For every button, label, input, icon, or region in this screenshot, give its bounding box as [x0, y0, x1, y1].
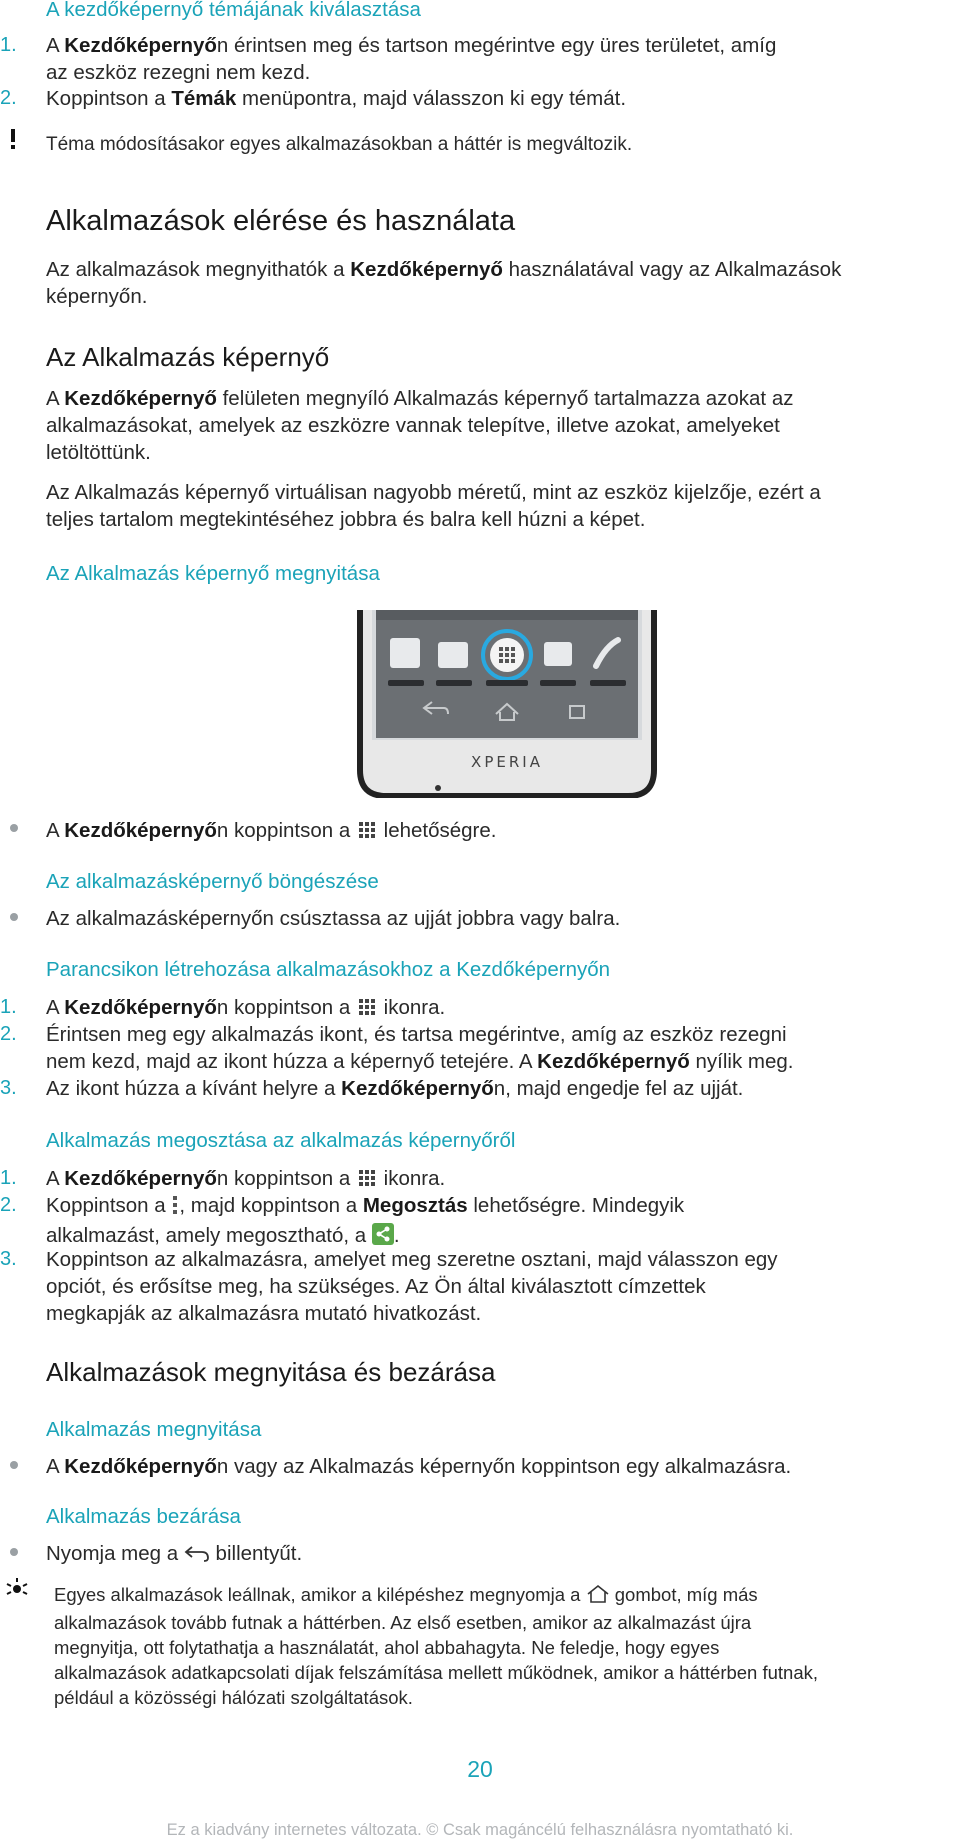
close-app-bullet: Nyomja meg a billentyűt.: [46, 1540, 946, 1570]
app-grid-icon: [358, 996, 376, 1014]
bullet-dot: [10, 824, 18, 832]
step-number: 2.: [0, 1194, 17, 1216]
shortcut-step-2: Érintsen meg egy alkalmazás ikont, és tartsa megérintve, amíg az eszköz rezegni nem kezd, majd az ikont húzza a képernyő tetejére. A Kezdőképernyő nyílik meg.: [46, 1023, 794, 1073]
bullet-dot: [10, 1548, 18, 1556]
section-heading-app-screen: Az Alkalmazás képernyő: [46, 342, 330, 372]
section-heading-open-app: Alkalmazás megnyitása: [46, 1418, 262, 1441]
shortcut-step-3: Az ikont húzza a kívánt helyre a Kezdőképernyőn, majd engedje fel az ujját.: [46, 1077, 744, 1100]
share-step-3: Koppintson az alkalmazásra, amelyet meg szeretne osztani, majd válasszon egy opciót, és erősítse meg, ha szükséges. Az Ön által kiválasztott címzettek megkapják az alkalmazásra mutató hivatkozást.: [46, 1248, 778, 1325]
apps-intro: Az alkalmazások megnyithatók a Kezdőképernyő használatával vagy az Alkalmazások képernyőn.: [46, 258, 842, 308]
share-step-1: A Kezdőképernyőn koppintson a ikonra.: [46, 1167, 446, 1190]
shortcut-step-1: A Kezdőképernyőn koppintson a ikonra.: [46, 996, 446, 1019]
step-number: 3.: [0, 1248, 17, 1270]
step-number: 2.: [0, 87, 17, 109]
tip-lightbulb-icon: [4, 1576, 30, 1602]
theme-step-1: A Kezdőképernyőn érintsen meg és tartson megérintve egy üres területet, amíg az eszköz rezegni nem kezd.: [46, 34, 777, 84]
browse-bullet: Az alkalmazásképernyőn csúsztassa az ujját jobbra vagy balra.: [46, 907, 621, 930]
phone-brand: XPERIA: [471, 753, 543, 771]
step-number: 1.: [0, 996, 17, 1018]
section-heading-open-app-screen: Az Alkalmazás képernyő megnyitása: [46, 562, 380, 585]
section-heading-apps: Alkalmazások elérése és használata: [46, 205, 516, 237]
section-heading-browse: Az alkalmazásképernyő böngészése: [46, 870, 379, 893]
theme-step-2: Koppintson a Témák menüpontra, majd válasszon ki egy témát.: [46, 87, 627, 110]
bullet-dot: [10, 913, 18, 921]
section-heading-close-app: Alkalmazás bezárása: [46, 1505, 241, 1528]
app-grid-icon: [358, 1167, 376, 1185]
app-grid-icon: [358, 819, 376, 837]
bullet-dot: [10, 1461, 18, 1469]
back-icon: [184, 1543, 210, 1570]
footer-note: Ez a kiadvány internetes változata. © Csak magáncélú felhasználásra nyomtatható ki.: [166, 1821, 794, 1839]
page-number: 20: [467, 1756, 493, 1782]
step-number: 3.: [0, 1077, 17, 1099]
warning-icon: [8, 128, 18, 152]
share-step-2: Koppintson a , majd koppintson a Megosztás lehetőségre. Mindegyik alkalmazást, amely megosztható, a .: [46, 1192, 946, 1252]
section-heading-theme: A kezdőképernyő témájának kiválasztása: [46, 0, 421, 21]
home-icon: [586, 1584, 610, 1610]
app-screen-paragraph-2: Az Alkalmazás képernyő virtuálisan nagyobb méretű, mint az eszköz kijelzője, ezért a teljes tartalom megtekintéséhez jobbra és balra kell húzni a képet.: [46, 481, 821, 531]
phone-illustration: [356, 610, 658, 798]
open-app-screen-bullet: A Kezdőképernyőn koppintson a lehetőségre.: [46, 819, 497, 842]
section-heading-share: Alkalmazás megosztása az alkalmazás képernyőről: [46, 1129, 516, 1152]
step-number: 1.: [0, 34, 17, 56]
section-heading-shortcuts: Parancsikon létrehozása alkalmazásokhoz a Kezdőképernyőn: [46, 958, 611, 981]
warning-text: Téma módosításakor egyes alkalmazásokban a háttér is megváltozik.: [46, 134, 633, 155]
tip-text: Egyes alkalmazások leállnak, amikor a kilépéshez megnyomja a gombot, míg más alkalmazások tovább futnak a háttérben. Az első esetben, amikor az alkalmazást újra megnyitja, ott folytathatja a használatát, ahol abbahagyta. Ne feledje, hogy egyes alkalmazások adatkapcsolati díjak felszámítása mellett működnek, amikor a háttérben futnak, például a közösségi hálózati szolgáltatások.: [54, 1584, 819, 1708]
step-number: 2.: [0, 1023, 17, 1045]
section-heading-open-close: Alkalmazások megnyitása és bezárása: [46, 1357, 496, 1387]
step-number: 1.: [0, 1167, 17, 1189]
app-screen-paragraph-1: A Kezdőképernyő felületen megnyíló Alkalmazás képernyő tartalmazza azokat az alkalmazásokat, amelyek az eszközre vannak telepítve, illetve azokat, amelyeket letöltöttünk.: [46, 387, 794, 464]
open-app-bullet: A Kezdőképernyőn vagy az Alkalmazás képernyőn koppintson egy alkalmazásra.: [46, 1455, 792, 1478]
